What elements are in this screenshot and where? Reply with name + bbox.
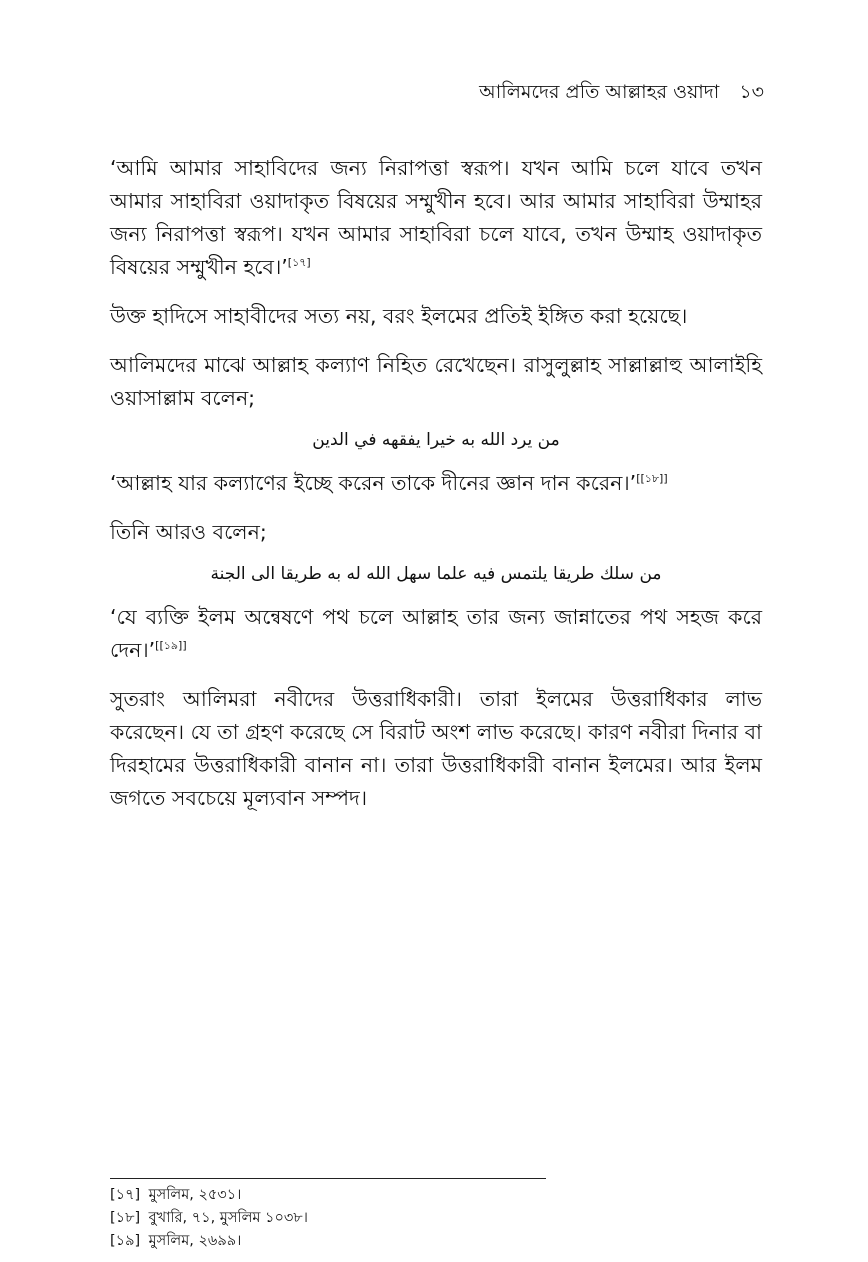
footnote-mark: [১৮] <box>110 1210 141 1226</box>
paragraph-text: উক্ত হাদিসে সাহাবীদের সত্য নয়, বরং ইলমের প্রতিই ইঙ্গিত করা হয়েছে। <box>110 304 688 328</box>
paragraph-intro <box>110 349 762 415</box>
paragraph-text: ‘যে ব্যক্তি ইলম অন্বেষণে পথ চলে আল্লাহ তার জন্য জান্নাতের পথ সহজ করে দেন।’ <box>110 605 762 662</box>
footnote-ref-18[interactable]: [[১৮]] <box>636 472 668 486</box>
paragraph-text: ‘আল্লাহ যার কল্যাণের ইচ্ছে করেন তাকে দীনের জ্ঞান দান করেন।’ <box>110 471 637 495</box>
paragraph-hadith-quote <box>110 152 762 284</box>
footnote-text: মুসলিম, ২৬৯৯। <box>148 1233 242 1249</box>
paragraph-translation-1 <box>110 467 762 500</box>
footnotes <box>110 1184 308 1253</box>
footnote-ref-17[interactable]: [১৭] <box>287 256 311 270</box>
arabic-hadith-2: من سلك طريقا يلتمس فيه علما سهل الله له به طريقا الى الجنة <box>210 564 662 584</box>
footnote-ref-19[interactable]: [[১৯]] <box>155 639 187 653</box>
paragraph-text: ‘আমি আমার সাহাবিদের জন্য নিরাপত্তা স্বরূপ। যখন আমি চলে যাবে তখন আমার সাহাবিরা ওয়াদাকৃত বিষয়ের সম্মুখীন হবে। আর আমার সাহাবিরা উম্মাহর জন্য নিরাপত্তা স্বরূপ। যখন আমার সাহাবিরা চলে যাবে, তখন উম্মাহ ওয়াদাকৃত বিষয়ের সম্মুখীন হবে।’ <box>110 156 762 279</box>
paragraph-he-also-said <box>110 516 762 549</box>
footnote-18 <box>110 1207 308 1230</box>
body-text <box>110 152 762 831</box>
footnote-text: বুখারি, ৭১, মুসলিম ১০৩৮। <box>148 1210 308 1226</box>
page-number: ১৩ <box>739 81 764 103</box>
paragraph-text: তিনি আরও বলেন; <box>110 520 267 544</box>
footnote-text: মুসলিম, ২৫৩১। <box>148 1187 242 1203</box>
paragraph-text: আলিমদের মাঝে আল্লাহ কল্যাণ নিহিত রেখেছেন। রাসুলুল্লাহ সাল্লাল্লাহু আলাইহি ওয়াসাল্লাম বলেন; <box>110 353 762 410</box>
arabic-hadith-1: من يرد الله به خيرا يفقهه في الدين <box>312 430 560 450</box>
paragraph-translation-2 <box>110 601 762 667</box>
paragraph-text: সুতরাং আলিমরা নবীদের উত্তরাধিকারী। তারা ইলমের উত্তরাধিকার লাভ করেছেন। যে তা গ্রহণ করেছে সে বিরাট অংশ লাভ করেছে। কারণ নবীরা দিনার বা দিরহামের উত্তরাধিকারী বানান না। তারা উত্তরাধিকারী বানান ইলমের। আর ইলম জগতে সবচেয়ে মূল্যবান সম্পদ। <box>110 687 762 810</box>
footnote-mark: [১৯] <box>110 1233 141 1249</box>
header-title: আলিমদের প্রতি আল্লাহর ওয়াদা <box>479 81 720 103</box>
running-header <box>479 78 764 110</box>
footnote-19 <box>110 1230 308 1253</box>
footnote-divider <box>110 1178 546 1179</box>
footnote-17 <box>110 1184 308 1207</box>
paragraph-conclusion <box>110 683 762 815</box>
footnote-mark: [১৭] <box>110 1187 141 1203</box>
paragraph-explanation <box>110 300 762 333</box>
